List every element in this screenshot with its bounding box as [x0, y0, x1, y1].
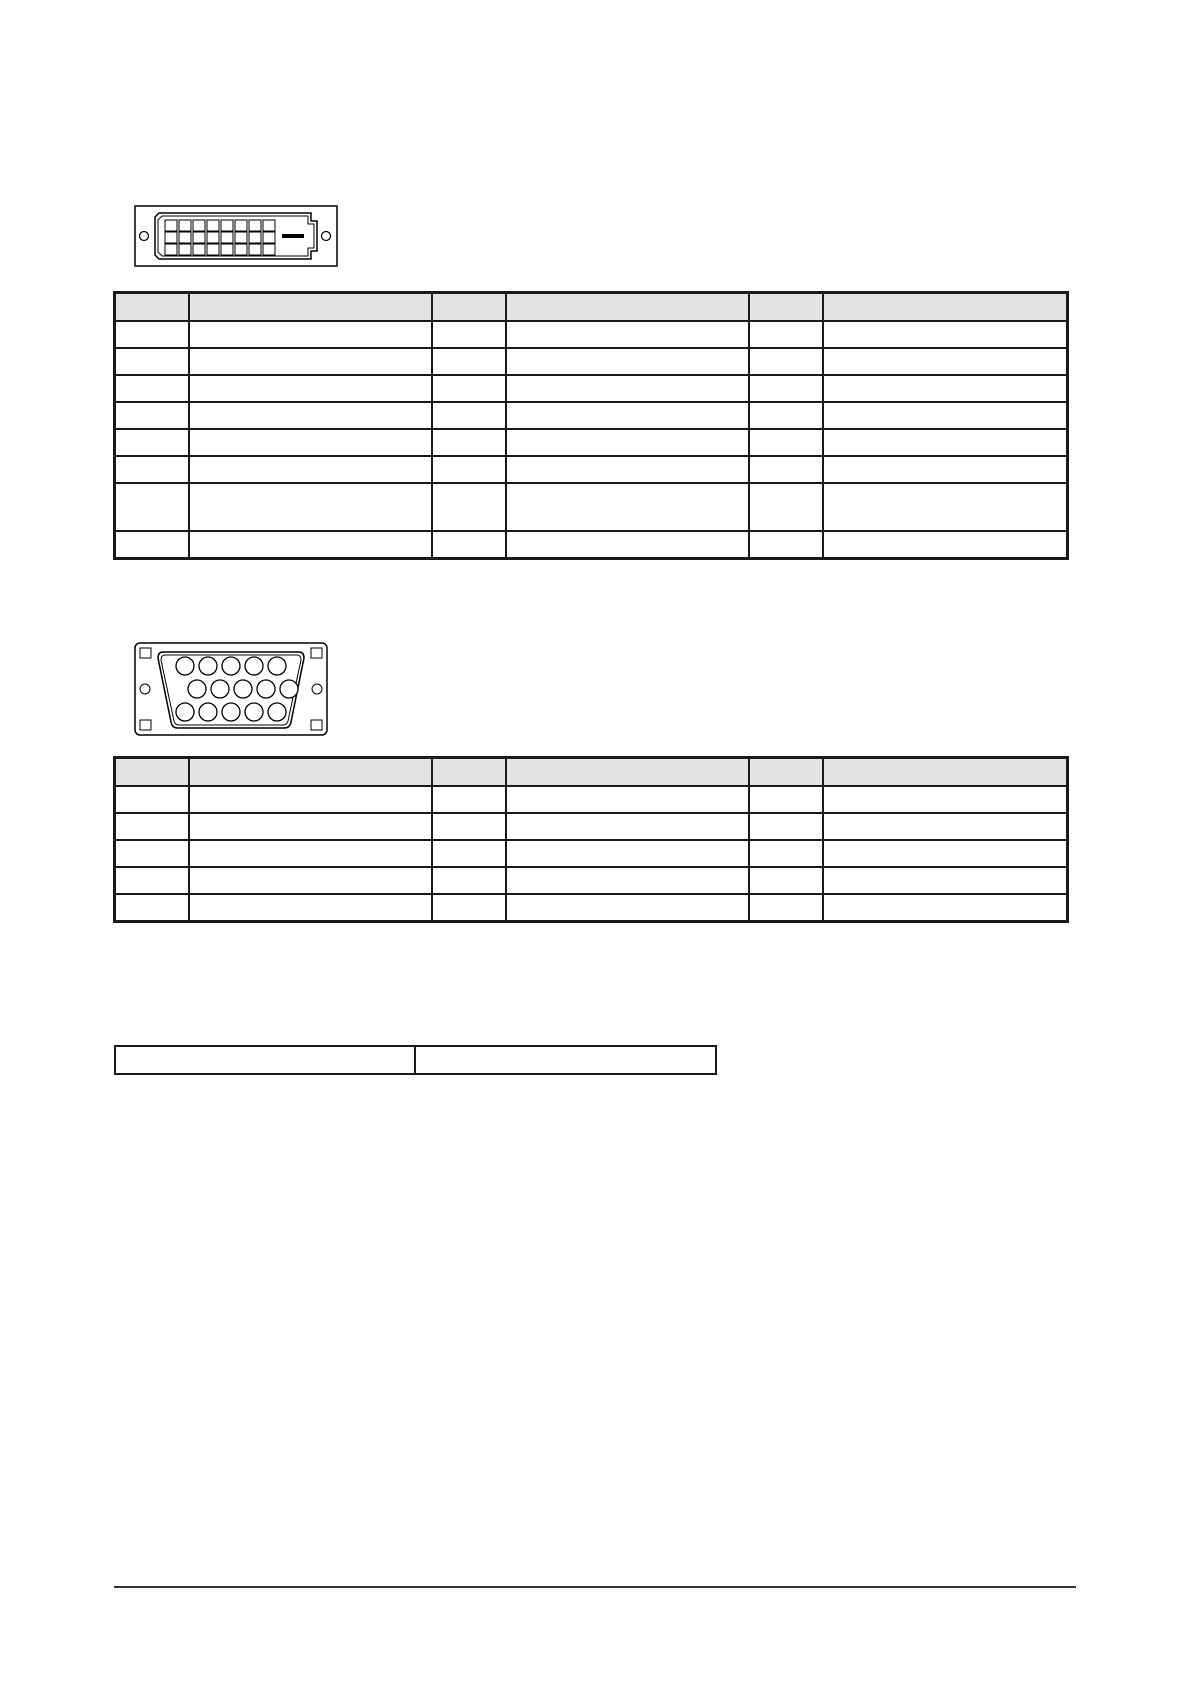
table-cell	[415, 1046, 716, 1074]
dvi-pin	[235, 220, 247, 231]
dvi-pin	[249, 244, 261, 255]
table-cell	[749, 531, 823, 558]
table-cell	[823, 867, 1067, 894]
dvi-pin	[193, 220, 205, 231]
header-cell	[432, 758, 506, 786]
table-cell	[749, 786, 823, 813]
dvi-pin	[263, 232, 275, 243]
table-cell	[749, 813, 823, 840]
table-cell	[823, 483, 1067, 531]
vga-pin	[199, 703, 217, 721]
table-cell	[432, 531, 506, 558]
table-cell	[115, 1046, 415, 1074]
vga-pin	[176, 703, 194, 721]
header-cell	[749, 293, 823, 321]
table-cell	[115, 840, 189, 867]
vga-pin	[245, 703, 263, 721]
dvi-pin-table	[114, 292, 1068, 559]
dvi-pin	[235, 232, 247, 243]
dvi-pin	[221, 244, 233, 255]
table-cell	[189, 375, 432, 402]
table-cell	[506, 840, 749, 867]
vga-pin-table	[114, 757, 1068, 922]
table-cell	[432, 840, 506, 867]
table-cell	[432, 786, 506, 813]
vga-pin	[268, 703, 286, 721]
table-cell	[115, 894, 189, 921]
table-row	[115, 375, 1067, 402]
header-cell	[823, 758, 1067, 786]
table-cell	[749, 840, 823, 867]
table-cell	[115, 321, 189, 348]
table-row	[115, 429, 1067, 456]
dvi-connector-figure	[134, 205, 338, 267]
vga-pin	[234, 680, 252, 698]
table-cell	[115, 456, 189, 483]
table-cell	[749, 429, 823, 456]
table-cell	[506, 483, 749, 531]
vga-pin	[268, 657, 286, 675]
table-row	[115, 321, 1067, 348]
dvi-pin	[263, 220, 275, 231]
table-cell	[432, 402, 506, 429]
table-cell	[506, 402, 749, 429]
table-cell	[115, 348, 189, 375]
dvi-pin	[193, 244, 205, 255]
table-row	[115, 894, 1067, 921]
table-cell	[115, 867, 189, 894]
table-cell	[823, 456, 1067, 483]
table-cell	[749, 402, 823, 429]
table-row	[115, 456, 1067, 483]
table-cell	[749, 375, 823, 402]
table-cell	[506, 894, 749, 921]
table-row	[115, 813, 1067, 840]
table-cell	[189, 894, 432, 921]
footer-rule	[114, 1586, 1076, 1588]
table-cell	[823, 429, 1067, 456]
vga-connector-figure	[134, 642, 328, 736]
table-cell	[506, 348, 749, 375]
table-cell	[432, 456, 506, 483]
table-row	[115, 786, 1067, 813]
dvi-pin	[165, 220, 177, 231]
table-cell	[823, 894, 1067, 921]
table-cell	[432, 375, 506, 402]
vga-pin	[199, 657, 217, 675]
table-cell	[749, 894, 823, 921]
table-cell	[506, 531, 749, 558]
table-cell	[115, 375, 189, 402]
table-row	[115, 840, 1067, 867]
table-cell	[749, 483, 823, 531]
vga-pin	[176, 657, 194, 675]
dvi-pin	[179, 244, 191, 255]
table-cell	[189, 531, 432, 558]
table-cell	[506, 813, 749, 840]
vga-pin	[188, 680, 206, 698]
dvi-pin	[165, 232, 177, 243]
table-cell	[432, 429, 506, 456]
table-cell	[506, 321, 749, 348]
vga-pin	[211, 680, 229, 698]
table-cell	[432, 321, 506, 348]
table-cell	[189, 813, 432, 840]
table-header-row	[115, 758, 1067, 786]
table-cell	[189, 402, 432, 429]
table-cell	[115, 429, 189, 456]
dvi-pin	[207, 244, 219, 255]
table-cell	[749, 321, 823, 348]
header-cell	[189, 758, 432, 786]
table-cell	[189, 483, 432, 531]
vga-pin	[257, 680, 275, 698]
table-cell	[189, 840, 432, 867]
table-cell	[432, 813, 506, 840]
dvi-pin	[179, 232, 191, 243]
table-cell	[823, 348, 1067, 375]
table-cell	[115, 531, 189, 558]
table-row	[115, 402, 1067, 429]
table-row	[115, 531, 1067, 558]
dvi-pin	[165, 244, 177, 255]
table-cell	[189, 867, 432, 894]
table-row	[115, 348, 1067, 375]
table-cell	[823, 813, 1067, 840]
vga-connector-icon	[134, 642, 328, 736]
table-cell	[823, 375, 1067, 402]
dvi-pin	[221, 220, 233, 231]
dvi-connector-icon	[134, 205, 338, 267]
dvi-pin	[235, 244, 247, 255]
table-cell	[189, 348, 432, 375]
summary-table	[114, 1045, 717, 1075]
header-cell	[115, 293, 189, 321]
header-cell	[432, 293, 506, 321]
table-cell	[432, 348, 506, 375]
table-cell	[432, 894, 506, 921]
table-header-row	[115, 293, 1067, 321]
vga-pin	[222, 657, 240, 675]
header-cell	[506, 293, 749, 321]
dvi-pin	[193, 232, 205, 243]
header-cell	[749, 758, 823, 786]
table-cell	[749, 867, 823, 894]
vga-pin	[222, 703, 240, 721]
table-cell	[115, 402, 189, 429]
dvi-pin	[249, 232, 261, 243]
table-cell	[432, 867, 506, 894]
table-cell	[506, 786, 749, 813]
table-cell	[189, 456, 432, 483]
header-cell	[506, 758, 749, 786]
table-cell	[189, 321, 432, 348]
dvi-pin	[179, 220, 191, 231]
table-cell	[506, 867, 749, 894]
table-cell	[189, 786, 432, 813]
table-row	[115, 1046, 716, 1074]
table-cell	[823, 840, 1067, 867]
vga-pin	[280, 680, 298, 698]
header-cell	[189, 293, 432, 321]
table-cell	[506, 429, 749, 456]
table-cell	[823, 531, 1067, 558]
table-cell	[823, 402, 1067, 429]
table-cell	[749, 348, 823, 375]
table-cell	[823, 786, 1067, 813]
dvi-pin	[263, 244, 275, 255]
header-cell	[823, 293, 1067, 321]
dvi-pin	[207, 232, 219, 243]
dvi-pin	[221, 232, 233, 243]
table-row	[115, 867, 1067, 894]
table-cell	[823, 321, 1067, 348]
table-cell	[115, 813, 189, 840]
table-cell	[115, 483, 189, 531]
table-cell	[115, 786, 189, 813]
table-cell	[432, 483, 506, 531]
table-cell	[749, 456, 823, 483]
table-row	[115, 483, 1067, 531]
dvi-pin	[207, 220, 219, 231]
dvi-pin	[249, 220, 261, 231]
table-cell	[189, 429, 432, 456]
table-cell	[506, 375, 749, 402]
vga-pin	[245, 657, 263, 675]
header-cell	[115, 758, 189, 786]
table-cell	[506, 456, 749, 483]
